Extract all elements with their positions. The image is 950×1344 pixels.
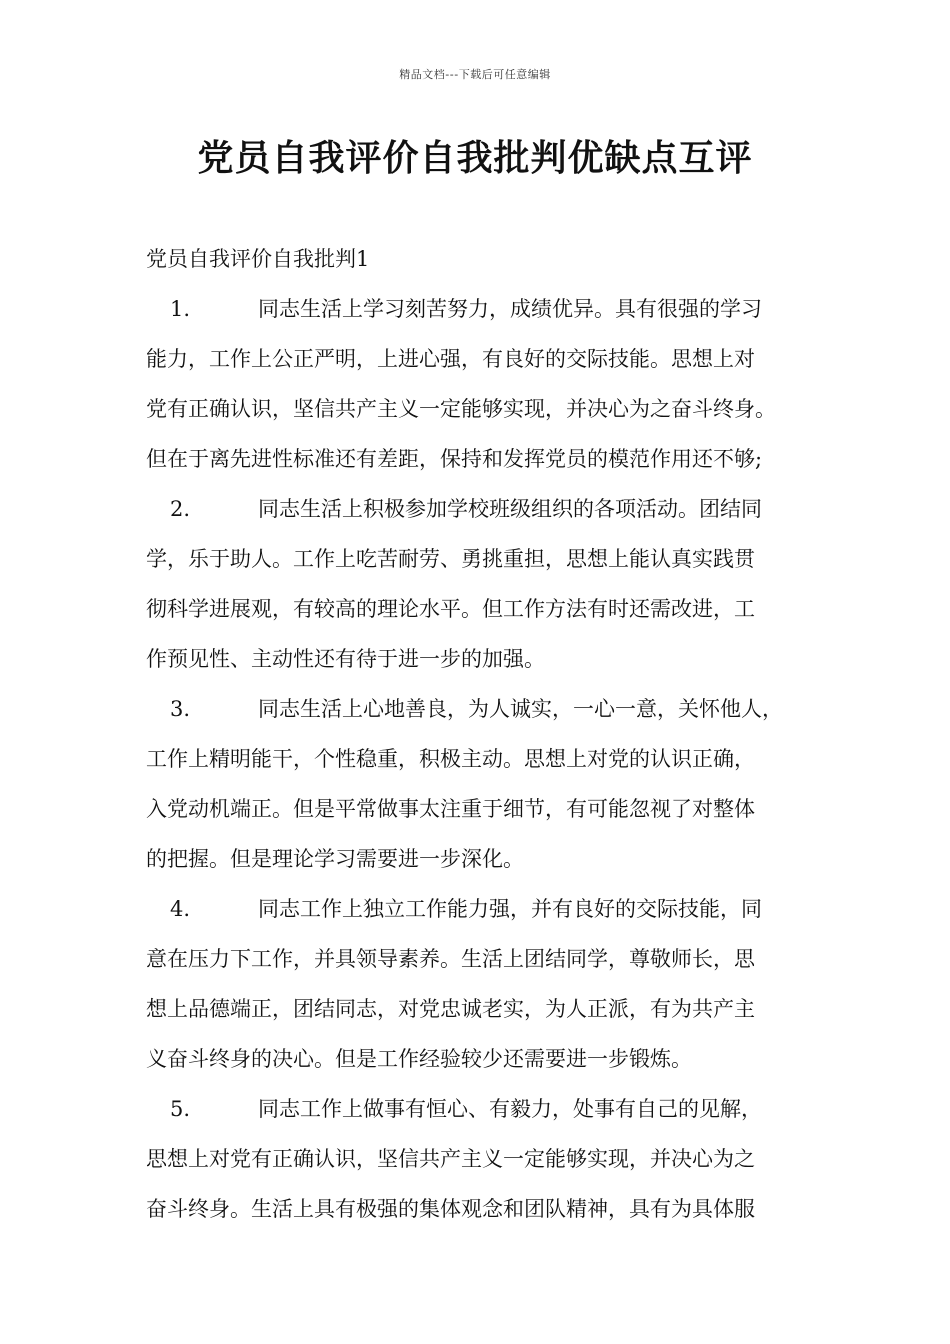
document-body: [146, 234, 826, 1234]
section-subtitle: 党员自我评价自我批判1: [146, 247, 370, 271]
item-number: 2.: [169, 497, 190, 521]
list-item: [146, 1084, 826, 1234]
item-number: 5.: [169, 1097, 190, 1121]
item-text: 学，乐于助人。工作上吃苦耐劳、勇挑重担，思想上能认真实践贯: [146, 547, 755, 571]
item-number: 1.: [169, 297, 190, 321]
list-item: [146, 884, 826, 1084]
list-item-first-line: [146, 684, 826, 734]
item-text: 同志工作上独立工作能力强，并有良好的交际技能，同: [258, 897, 762, 921]
item-number: 4.: [169, 897, 190, 921]
item-number: 3.: [169, 697, 190, 721]
list-item-first-line: [146, 484, 826, 534]
item-text: 但在于离先进性标准还有差距，保持和发挥党员的模范作用还不够;: [146, 447, 763, 471]
item-text: 同志生活上心地善良，为人诚实，一心一意，关怀他人，: [258, 697, 783, 721]
item-text: 想上品德端正，团结同志，对党忠诚老实，为人正派，有为共产主: [146, 997, 755, 1021]
item-text: 能力，工作上公正严明，上进心强，有良好的交际技能。思想上对: [146, 347, 755, 371]
item-text: 思想上对党有正确认识，坚信共产主义一定能够实现，并决心为之: [146, 1147, 755, 1171]
item-text: 同志生活上积极参加学校班级组织的各项活动。团结同: [258, 497, 762, 521]
item-text: 同志生活上学习刻苦努力，成绩优异。具有很强的学习: [258, 297, 762, 321]
item-text: 奋斗终身。生活上具有极强的集体观念和团队精神，具有为具体服: [146, 1197, 755, 1221]
list-item: [146, 284, 826, 484]
list-item: [146, 684, 826, 884]
list-item-first-line: [146, 284, 826, 334]
item-text: 彻科学进展观，有较高的理论水平。但工作方法有时还需改进，工: [146, 597, 755, 621]
page-header: 精品文档---下载后可任意编辑: [399, 68, 551, 81]
list-item-first-line: [146, 1084, 826, 1134]
item-text: 党有正确认识，坚信共产主义一定能够实现，并决心为之奋斗终身。: [146, 397, 776, 421]
list-item: [146, 484, 826, 684]
item-text: 工作上精明能干，个性稳重，积极主动。思想上对党的认识正确，: [146, 747, 755, 771]
item-text: 作预见性、主动性还有待于进一步的加强。: [146, 647, 545, 671]
list-item-first-line: [146, 884, 826, 934]
item-text: 入党动机端正。但是平常做事太注重于细节，有可能忽视了对整体: [146, 797, 755, 821]
item-text: 意在压力下工作，并具领导素养。生活上团结同学，尊敬师长，思: [146, 947, 755, 971]
item-text: 义奋斗终身的决心。但是工作经验较少还需要进一步锻炼。: [146, 1047, 692, 1071]
document-title: 党员自我评价自我批判优缺点互评: [197, 138, 753, 179]
item-text: 同志工作上做事有恒心、有毅力，处事有自己的见解，: [258, 1097, 762, 1121]
item-text: 的把握。但是理论学习需要进一步深化。: [146, 847, 524, 871]
